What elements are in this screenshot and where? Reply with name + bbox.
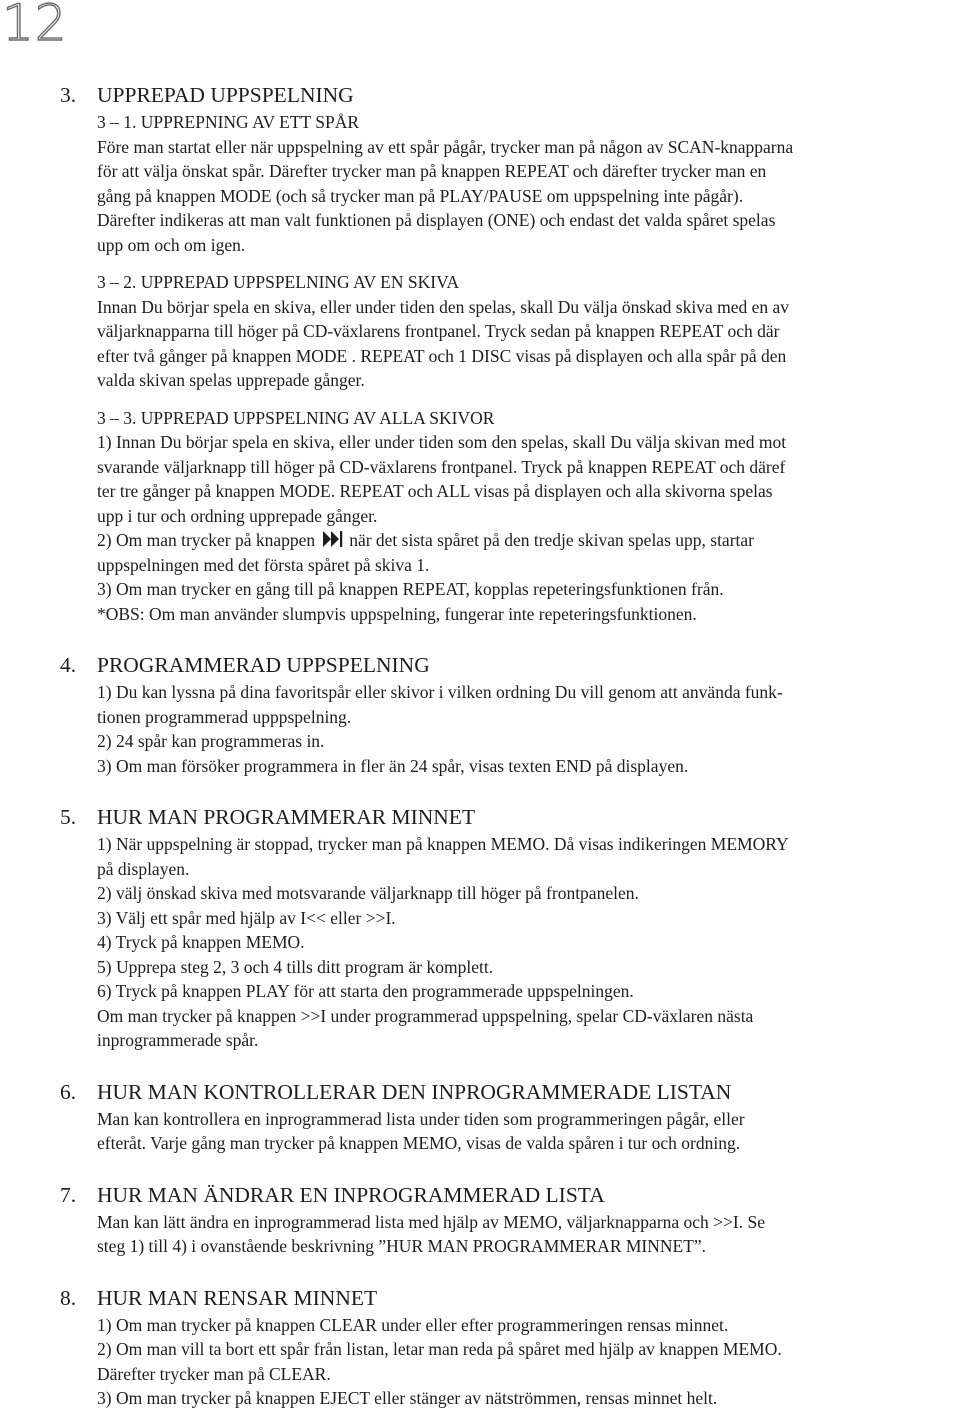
manual-content [60,80,950,1411]
text-line: efter två gånger på knappen MODE . REPEAT och 1 DISC visas på displayen och alla spår på den [97,345,787,366]
text-line: tionen programmerad upppspelning. [97,706,352,727]
text-line: inprogrammerade spår. [97,1030,259,1050]
section-8 [60,1283,950,1411]
text-line: upp om och om igen. [97,234,246,255]
text-line: 4) Tryck på knappen MEMO. [97,932,305,952]
subsection-heading: 3 – 1. UPPREPNING AV ETT SPÅR [97,112,360,132]
text-line: 2) 24 spår kan programmeras in. [97,731,325,751]
section-4 [60,650,950,778]
text-line: väljarknapparna till höger på CD-växlarens frontpanel. Tryck sedan på knappen REPEAT och där [97,321,780,341]
text-line: valda skivan spelas upprepade gånger. [97,370,365,390]
skip-forward-icon [323,530,345,548]
text-line: gång på knappen MODE (och så trycker man på PLAY/PAUSE om uppspelning inte pågår). [97,185,744,206]
text-line: svarande väljarknapp till höger på CD-växlarens frontpanel. Tryck på knappen REPEAT och däref [97,456,786,477]
text-line: 2) Om man vill ta bort ett spår från listan, letar man reda på spåret med hjälp av knappen MEMO. [97,1339,782,1359]
section-7 [60,1180,950,1259]
subsection-heading: 3 – 2. UPPREPAD UPPSPELNING AV EN SKIVA [97,272,460,292]
text-line: på displayen. [97,858,190,879]
section-title: PROGRAMMERAD UPPSPELNING [97,653,430,677]
text-line: upp i tur och ordning upprepade gånger. [97,505,378,526]
text-line: Därefter trycker man på CLEAR. [97,1363,331,1384]
text-line: Därefter indikeras att man valt funktionen på displayen (ONE) och endast det valda spåret spelas [97,210,776,230]
text-line: för att välja önskat spår. Därefter trycker man på knappen REPEAT och därefter trycker man en [97,161,767,181]
text-line: Man kan lätt ändra en inprogrammerad lista med hjälp av MEMO, väljarknapparna och >>I. Se [97,1211,765,1232]
text-line-with-icon [97,528,950,553]
section-number: 8. [60,1285,77,1310]
text-line: 5) Upprepa steg 2, 3 och 4 tills ditt program är komplett. [97,956,494,977]
section-title: UPPREPAD UPPSPELNING [97,83,354,107]
text-line: Innan Du börjar spela en skiva, eller under tiden den spelas, skall Du välja önskad skiva med en av [97,296,790,317]
text-line: Före man startat eller när uppspelning av ett spår pågår, trycker man på någon av SCAN-knapparna [97,136,794,157]
text-line: 1) Om man trycker på knappen CLEAR under eller efter programmeringen rensas minnet. [97,1314,729,1335]
text-fragment: när det sista spåret på den tredje skivan spelas upp, startar [349,530,754,550]
text-line: 3) Om man trycker en gång till på knappen REPEAT, kopplas repeteringsfunktionen från. [97,579,724,599]
section-3 [60,80,950,626]
page-number: 12 [2,0,68,52]
section-number: 6. [60,1079,77,1104]
text-fragment: 2) Om man trycker på knappen [97,530,316,550]
text-line: steg 1) till 4) i ovanstående beskrivning ”HUR MAN PROGRAMMERAR MINNET”. [97,1236,707,1256]
section-title: HUR MAN PROGRAMMERAR MINNET [97,805,476,829]
section-title: HUR MAN KONTROLLERAR DEN INPROGRAMMERADE LISTAN [97,1079,732,1104]
text-line: efteråt. Varje gång man trycker på knappen MEMO, visas de valda spåren i tur och ordning. [97,1133,741,1153]
section-number: 3. [60,83,77,107]
text-line: 2) välj önskad skiva med motsvarande väljarknapp till höger på frontpanelen. [97,883,639,903]
section-number: 4. [60,653,77,677]
text-line: 3) Om man försöker programmera in fler än 24 spår, visas texten END på displayen. [97,755,689,776]
section-title: HUR MAN ÄNDRAR EN INPROGRAMMERAD LISTA [97,1182,605,1207]
subsection-heading: 3 – 3. UPPREPAD UPPSPELNING AV ALLA SKIVOR [97,407,495,428]
text-line: 1) Du kan lyssna på dina favoritspår eller skivor i vilken ordning Du vill genom att använda funk- [97,682,783,702]
text-line: Man kan kontrollera en inprogrammerad lista under tiden som programmeringen pågår, eller [97,1108,745,1129]
text-line: *OBS: Om man använder slumpvis uppspelning, fungerar inte repeteringsfunktionen. [97,603,697,624]
section-number: 7. [60,1182,77,1207]
text-line: 1) Innan Du börjar spela en skiva, eller under tiden som den spelas, skall Du välja skivan med mot [97,432,787,452]
section-title: HUR MAN RENSAR MINNET [97,1285,378,1310]
text-line: 3) Välj ett spår med hjälp av I<< eller >>I. [97,907,396,928]
text-line: 3) Om man trycker på knappen EJECT eller stänger av nätströmmen, rensas minnet helt. [97,1388,718,1408]
section-number: 5. [60,805,77,829]
section-6 [60,1077,950,1156]
text-line: 1) När uppspelning är stoppad, trycker man på knappen MEMO. Då visas indikeringen MEMORY [97,834,789,854]
text-line: 6) Tryck på knappen PLAY för att starta den programmerade uppspelningen. [97,981,634,1001]
text-line: Om man trycker på knappen >>I under programmerad uppspelning, spelar CD-växlaren nästa [97,1005,754,1026]
text-line: ter tre gånger på knappen MODE. REPEAT och ALL visas på displayen och alla skivorna spelas [97,481,773,501]
text-line: uppspelningen med det första spåret på skiva 1. [97,554,430,575]
section-5 [60,802,950,1053]
